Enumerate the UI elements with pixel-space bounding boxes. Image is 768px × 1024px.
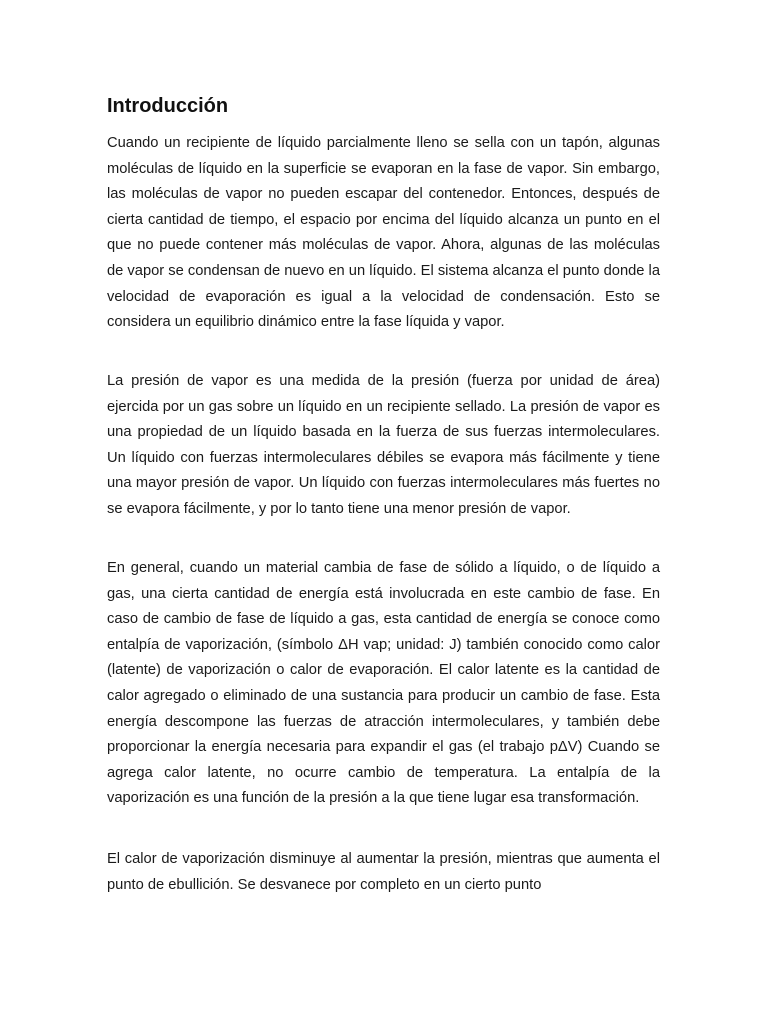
paragraph-equilibrium: Cuando un recipiente de líquido parcialmente lleno se sella con un tapón, algunas moléculas de líquido en la superficie se evaporan en la fase de vapor. Sin embargo, las moléculas de vapor no pueden escapar del contenedor. Entonces, después de cierta cantidad de tiempo, el espacio por encima del líquido alcanza un punto en el que no puede contener más moléculas de vapor. Ahora, algunas de las moléculas de vapor se condensan de nuevo en un líquido. El sistema alcanza el punto donde la velocidad de evaporación es igual a la velocidad de condensación. Esto se considera un equilibrio dinámico entre la fase líquida y vapor. [107,135,660,331]
paragraph-heat-of-vaporization: El calor de vaporización disminuye al aumentar la presión, mientras que aumenta el punto de ebullición. Se desvanece por completo en un cierto punto [107,851,660,893]
paragraph-enthalpy: En general, cuando un material cambia de fase de sólido a líquido, o de líquido a gas, una cierta cantidad de energía está involucrada en este cambio de fase. En caso de cambio de fase de líquido a gas, esta cantidad de energía se conoce como entalpía de vaporización, (símbolo ΔH vap; unidad: J) también conocido como calor (latente) de vaporización o calor de evaporación. El calor latente es la cantidad de calor agregado o eliminado de una sustancia para producir un cambio de fase. Esta energía descompone las fuerzas de atracción intermoleculares, y también debe proporcionar la energía necesaria para expandir el gas (el trabajo pΔV) Cuando se agrega calor latente, no ocurre cambio de temperatura. La entalpía de la vaporización es una función de la presión a la que tiene lugar esa transformación. [107,560,660,807]
section-heading: Introducción [107,95,229,117]
paragraph-vapor-pressure: La presión de vapor es una medida de la presión (fuerza por unidad de área) ejercida por un gas sobre un líquido en un recipiente sellado. La presión de vapor es una propiedad de un líquido basada en la fuerza de sus fuerzas intermoleculares. Un líquido con fuerzas intermoleculares débiles se evapora más fácilmente y tiene una mayor presión de vapor. Un líquido con fuerzas intermoleculares más fuertes no se evapora fácilmente, y por lo tanto tiene una menor presión de vapor. [107,373,660,517]
